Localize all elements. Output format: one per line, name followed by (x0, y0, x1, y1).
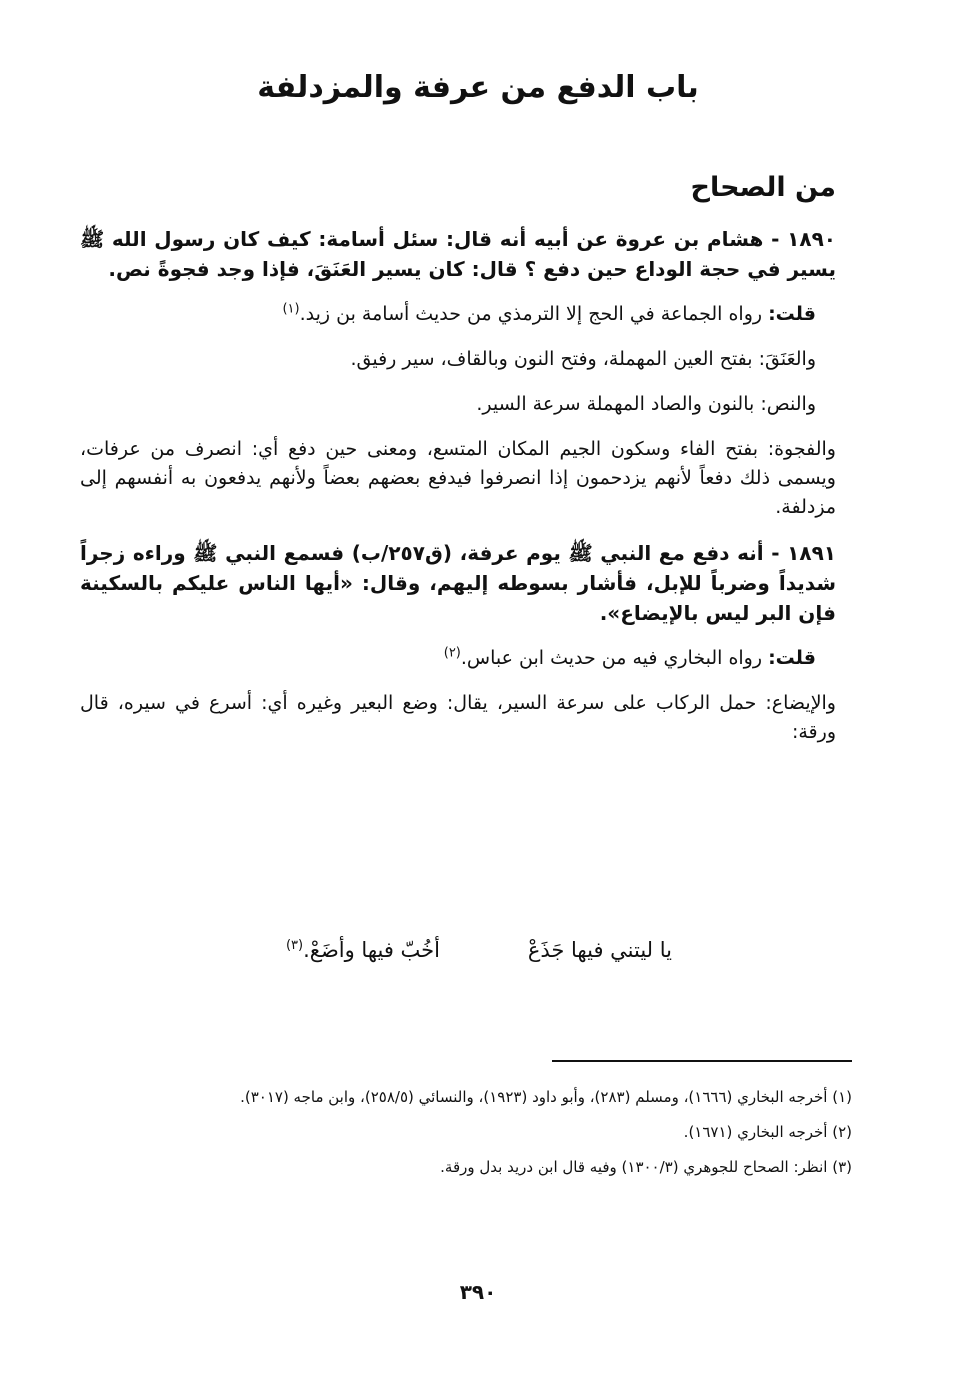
commentary-text: رواه الجماعة في الحج إلا الترمذي من حديث أسامة بن زيد. (299, 303, 769, 325)
verse-hemistich-2 (286, 938, 440, 962)
chapter-title: باب الدفع من عرفة والمزدلفة (257, 70, 699, 105)
commentary-text: رواه البخاري فيه من حديث ابن عباس. (460, 647, 769, 669)
gloss-idaa: والإيضاع: حمل الركاب على سرعة السير، يقال: وضع البعير وغيره أي: أسرع في سيره، قال ورقة: (80, 692, 836, 743)
commentary-1891 (80, 644, 836, 673)
footnote-divider (552, 1060, 852, 1062)
gloss-fajwa: والفجوة: بفتح الفاء وسكون الجيم المكان المتسع، ومعنى حين دفع أي: انصرف من عرفات، ويسمى ذلك دفعاً لأنهم يزدحمون إذا انصرفوا فيدفع بعضهم بعضاً ولأنهم يدفعون به أنفسهم إلى مزدلفة. (80, 438, 836, 518)
footnote-ref-1: (١) (282, 301, 300, 317)
footnote-3: (٣) انظر: الصحاح للجوهري (١٣٠٠/٣) وفيه قال ابن دريد بدل ورقة. (440, 1158, 852, 1176)
verse-hemistich-1: يا ليتني فيها جَذَعْ (527, 938, 672, 962)
verse-hemistich-2-text: أخُبّ فيها وأضَعْ. (303, 938, 440, 962)
hadith-1890: ١٨٩٠ - هشام بن عروة عن أبيه أنه قال: سئل أسامة: كيف كان رسول الله ﷺ يسير في حجة الوداع حين دفع ؟ قال: كان يسير العَنَقَ، فإذا وجد فجوةً نص. (80, 227, 836, 281)
main-text (80, 224, 836, 763)
commentary-1890 (80, 300, 836, 329)
hadith-1891: ١٨٩١ - أنه دفع مع النبي ﷺ يوم عرفة، (ق٢٥٧/ب) فسمع النبي ﷺ وراءه زجراً شديداً وضرباً للإبل، فأشار بسوطه إليهم، وقال: «أيها الناس عليكم بالسكينة فإن البر ليس بالإيضاع». (80, 541, 836, 625)
footnote-ref-2: (٢) (443, 645, 461, 661)
qultu-label: قلت: (768, 647, 816, 669)
footnote-1: (١) أخرجه البخاري (١٦٦٦)، ومسلم (٢٨٣)، وأبو داود (١٩٢٣)، والنسائي (٢٥٨/٥)، وابن ماجه (٣٠١٧). (240, 1088, 852, 1106)
section-heading: من الصحاح (690, 172, 836, 203)
footnote-2: (٢) أخرجه البخاري (١٦٧١). (683, 1123, 852, 1141)
qultu-label: قلت: (768, 303, 816, 325)
gloss-anaq: والعَنَقَ: بفتح العين المهملة، وفتح النون وبالقاف، سير رفيق. (350, 348, 816, 370)
footnotes (78, 1084, 852, 1189)
footnote-ref-3: (٣) (285, 938, 304, 953)
gloss-nass: والنص: بالنون والصاد المهملة سرعة السير. (476, 393, 816, 415)
page-number: ٣٩٠ (459, 1280, 497, 1304)
